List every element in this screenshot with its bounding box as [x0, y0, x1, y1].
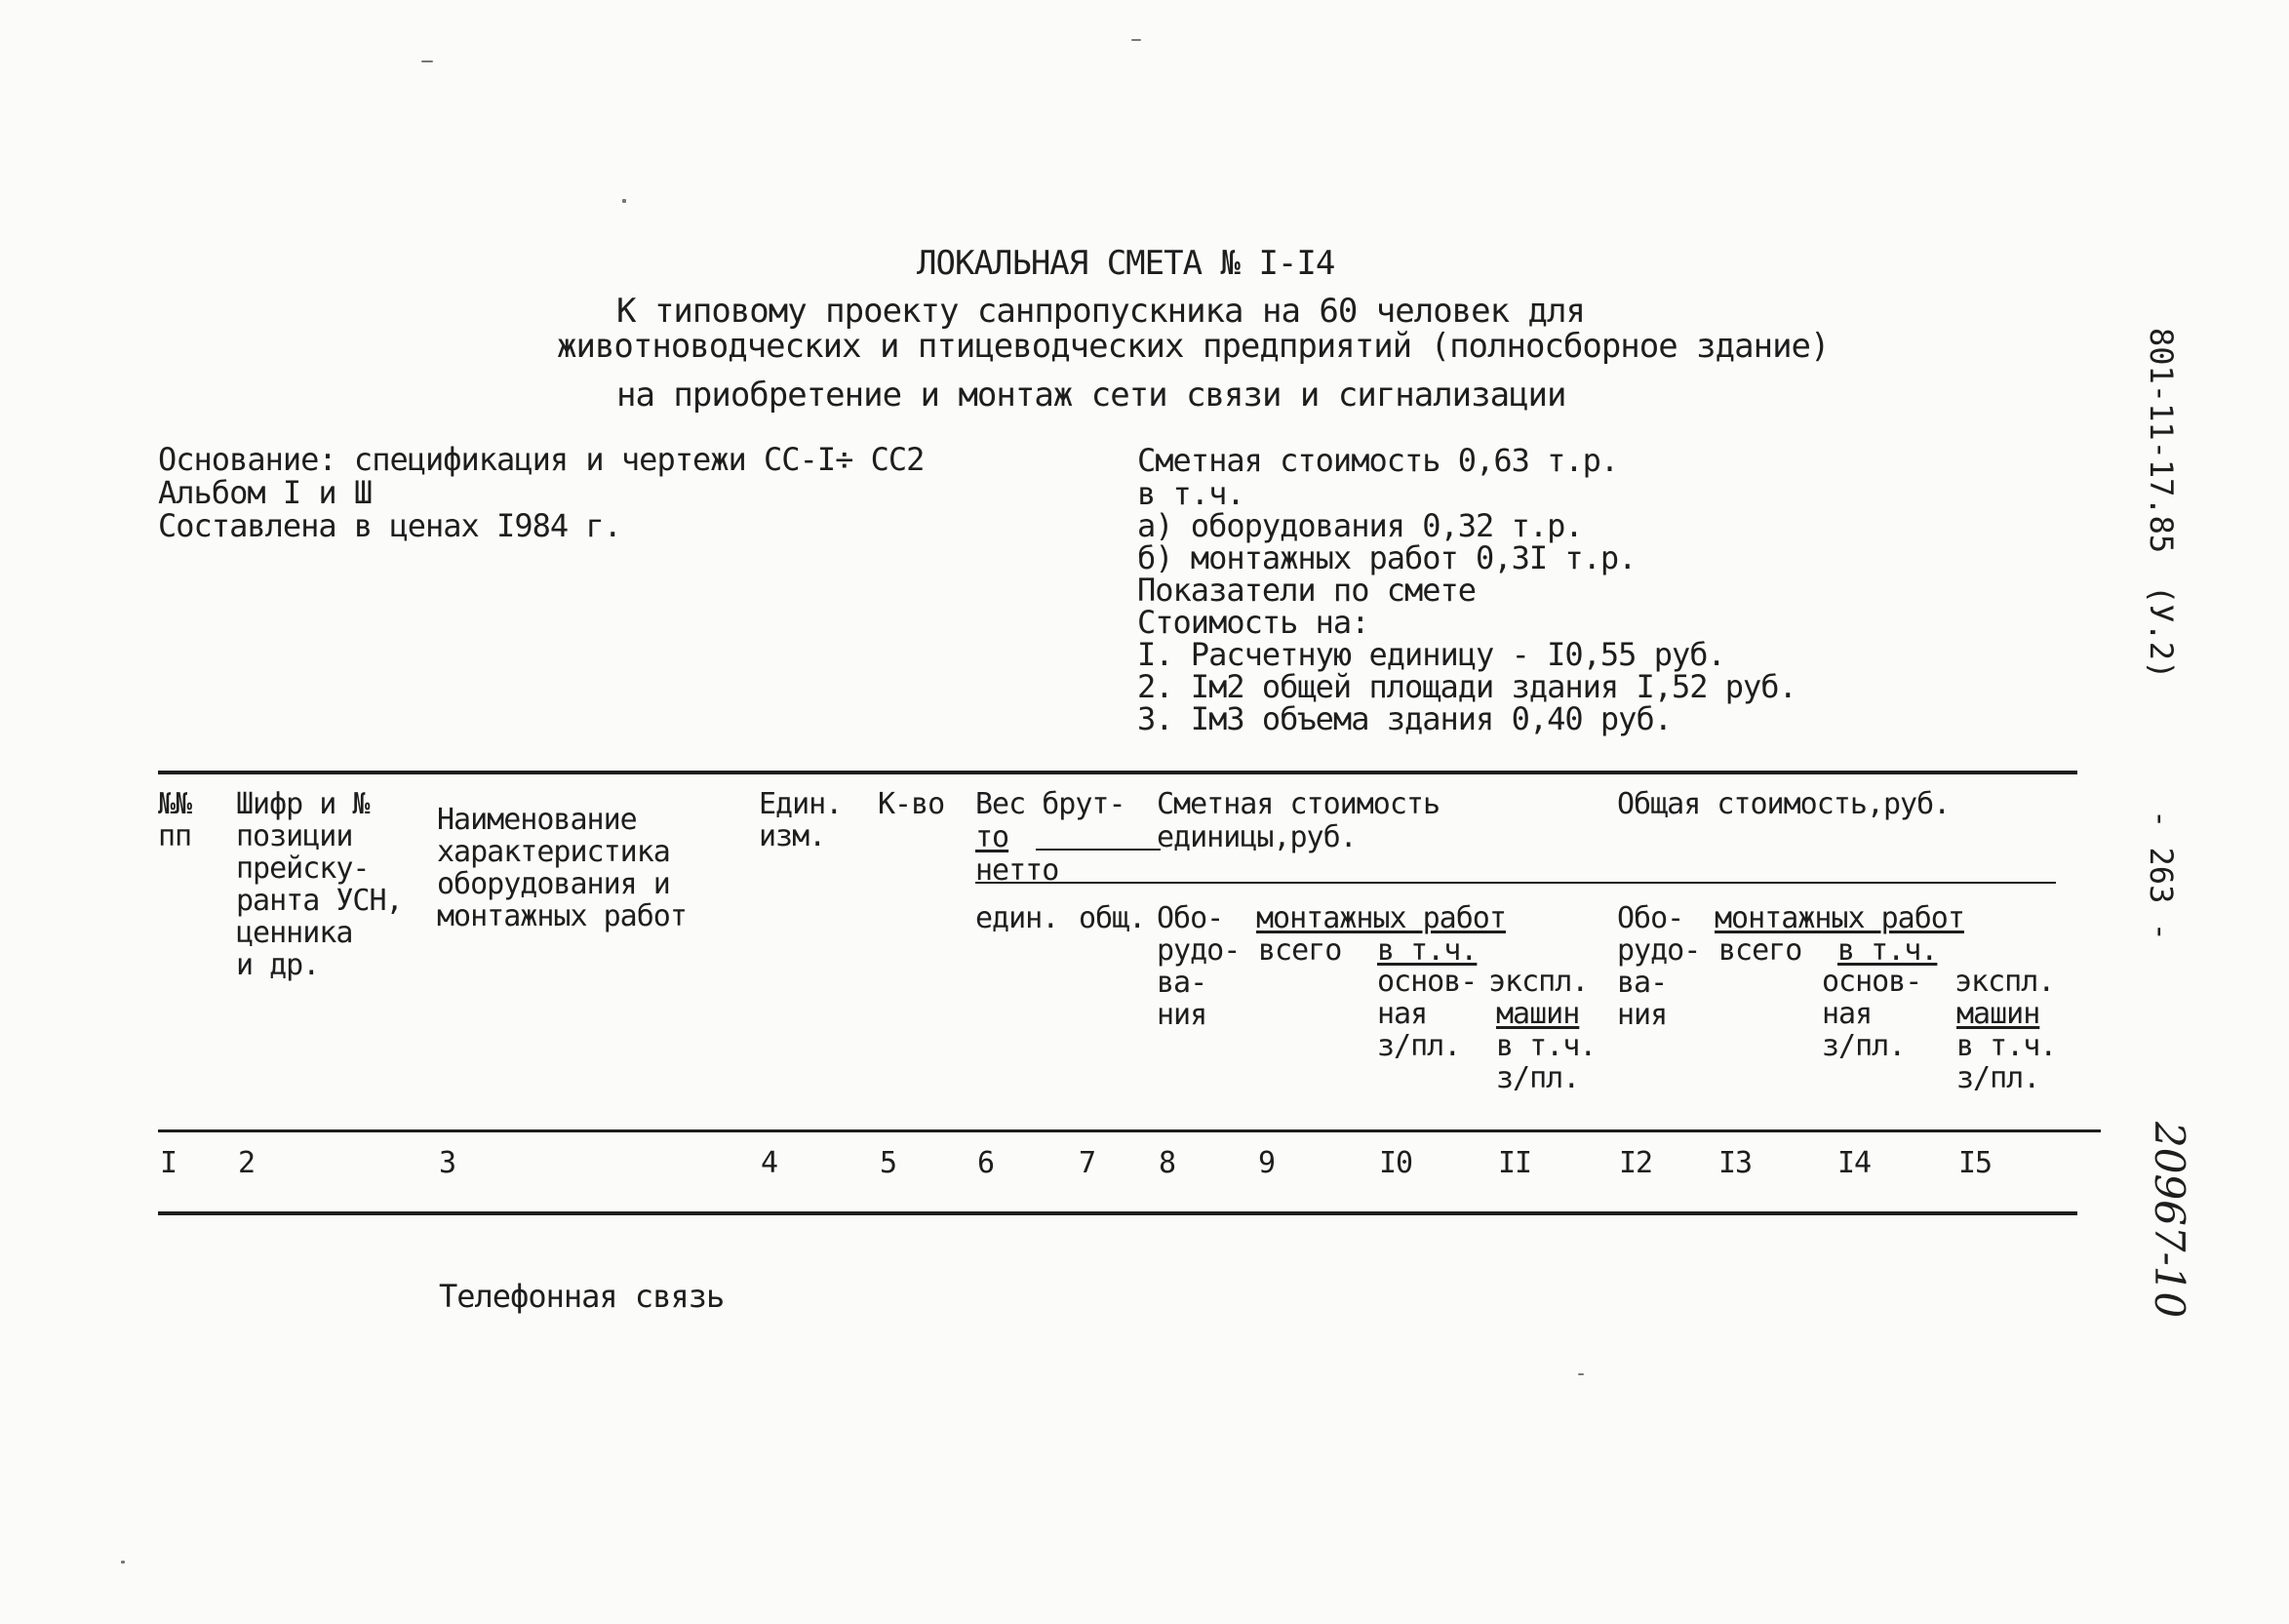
table-top-rule [158, 771, 2077, 774]
column-number-15: I5 [1958, 1146, 1993, 1180]
basis-line-2: Альбом I и Ш [158, 474, 373, 511]
column-number-13: I3 [1718, 1146, 1753, 1180]
weight-gross-line [1036, 849, 1161, 851]
unit-incl-header: в т.ч. [1377, 933, 1478, 968]
column-number-10: I0 [1379, 1146, 1413, 1180]
column-number-4: 4 [761, 1146, 778, 1180]
estimate-equipment: а) оборудования 0,32 т.р. [1137, 507, 1583, 544]
total-install-total-header: всего [1718, 933, 1802, 968]
margin-inventory-number: 20967-10 [2146, 1122, 2193, 1319]
col-unit-header: Един. изм. [759, 787, 843, 853]
estimate-incl: в т.ч. [1137, 475, 1244, 512]
total-machine-header: экспл. [1954, 965, 2055, 999]
unit-machine-header: экспл. [1488, 965, 1589, 999]
unit-machine-sub: машин [1496, 997, 1580, 1031]
unit-equipment-header: Обо- рудо- ва- ния [1157, 901, 1241, 1032]
project-line-3: на приобретение и монтаж сети связи и сигнализации [616, 376, 1566, 415]
section-title: Телефонная связь [439, 1278, 725, 1315]
column-number-12: I2 [1619, 1146, 1653, 1180]
column-number-3: 3 [439, 1146, 456, 1180]
unit-machine-wage: в т.ч. з/пл. [1496, 1029, 1597, 1095]
scan-speck [622, 199, 626, 203]
column-number-6: 6 [977, 1146, 995, 1180]
column-number-7: 7 [1079, 1146, 1096, 1180]
estimate-installation: б) монтажных работ 0,3I т.р. [1137, 539, 1637, 576]
total-installation-header: монтажных работ [1715, 901, 1964, 935]
table-mid-rule [158, 1129, 2101, 1132]
col-code-header: Шифр и № позиции прейску- ранта УСН, ценника и др. [236, 787, 403, 982]
total-cost-header: Общая стоимость,руб. [1617, 787, 1951, 821]
column-number-5: 5 [880, 1146, 897, 1180]
total-machine-sub: машин [1956, 997, 2040, 1031]
table-bottom-rule [158, 1211, 2077, 1215]
total-equipment-header: Обо- рудо- ва- ния [1617, 901, 1701, 1032]
unit-cost-header: Сметная стоимость [1157, 787, 1440, 821]
unit-install-total-header: всего [1258, 933, 1342, 968]
column-number-8: 8 [1159, 1146, 1176, 1180]
estimate-per-unit: I. Расчетную единицу - I0,55 руб. [1137, 636, 1725, 673]
document-title: ЛОКАЛЬНАЯ СМЕТА № I-I4 [917, 244, 1335, 283]
margin-page-number: - 263 - [2143, 810, 2180, 941]
total-machine-wage: в т.ч. з/пл. [1956, 1029, 2057, 1095]
estimate-indicators: Показатели по смете [1137, 572, 1477, 609]
weight-gross-suffix: то [975, 820, 1009, 854]
weight-total-header: общ. [1079, 901, 1146, 935]
weight-sub-rule [975, 882, 2056, 884]
unit-base-wage-header: основ- ная з/пл. [1377, 965, 1478, 1063]
estimate-per-m2: 2. Iм2 общей площади здания I,52 руб. [1137, 668, 1796, 705]
weight-unit-header: един. [975, 901, 1059, 935]
basis-line-3: Составлена в ценах I984 г. [158, 507, 621, 544]
basis-line-1: Основание: спецификация и чертежи СС-I÷ СС2 [158, 441, 925, 478]
column-number-9: 9 [1258, 1146, 1276, 1180]
column-number-1: I [160, 1146, 178, 1180]
scan-speck [1131, 39, 1141, 41]
estimate-total: Сметная стоимость 0,63 т.р. [1137, 442, 1619, 479]
estimate-per-m3: 3. Iм3 объема здания 0,40 руб. [1137, 700, 1672, 737]
margin-volume: (У.2) [2143, 585, 2180, 680]
weight-header: Вес брут- [975, 787, 1125, 821]
total-base-wage-header: основ- ная з/пл. [1822, 965, 1922, 1063]
column-number-11: II [1498, 1146, 1532, 1180]
estimate-cost-on: Стоимость на: [1137, 604, 1369, 641]
project-line-1: К типовому проекту санпропускника на 60 человек для [616, 292, 1585, 331]
column-number-14: I4 [1837, 1146, 1872, 1180]
scan-speck [121, 1561, 125, 1564]
scan-speck [421, 60, 433, 62]
col-name-header: Наименование характеристика оборудования и монтажных работ [437, 803, 687, 933]
scan-speck [1578, 1373, 1584, 1375]
weight-net: нетто [975, 853, 1059, 888]
col-qty-header: К-во [878, 787, 945, 821]
unit-cost-subheader: единицы,руб. [1157, 820, 1357, 854]
project-line-2: животноводческих и птицеводческих предприятий (полносборное здание) [557, 327, 1830, 366]
col-number-header: №№ пп [158, 787, 192, 853]
margin-project-code: 801-11-17.85 [2143, 328, 2180, 554]
column-number-2: 2 [238, 1146, 256, 1180]
total-incl-header: в т.ч. [1837, 933, 1938, 968]
unit-installation-header: монтажных работ [1256, 901, 1506, 935]
